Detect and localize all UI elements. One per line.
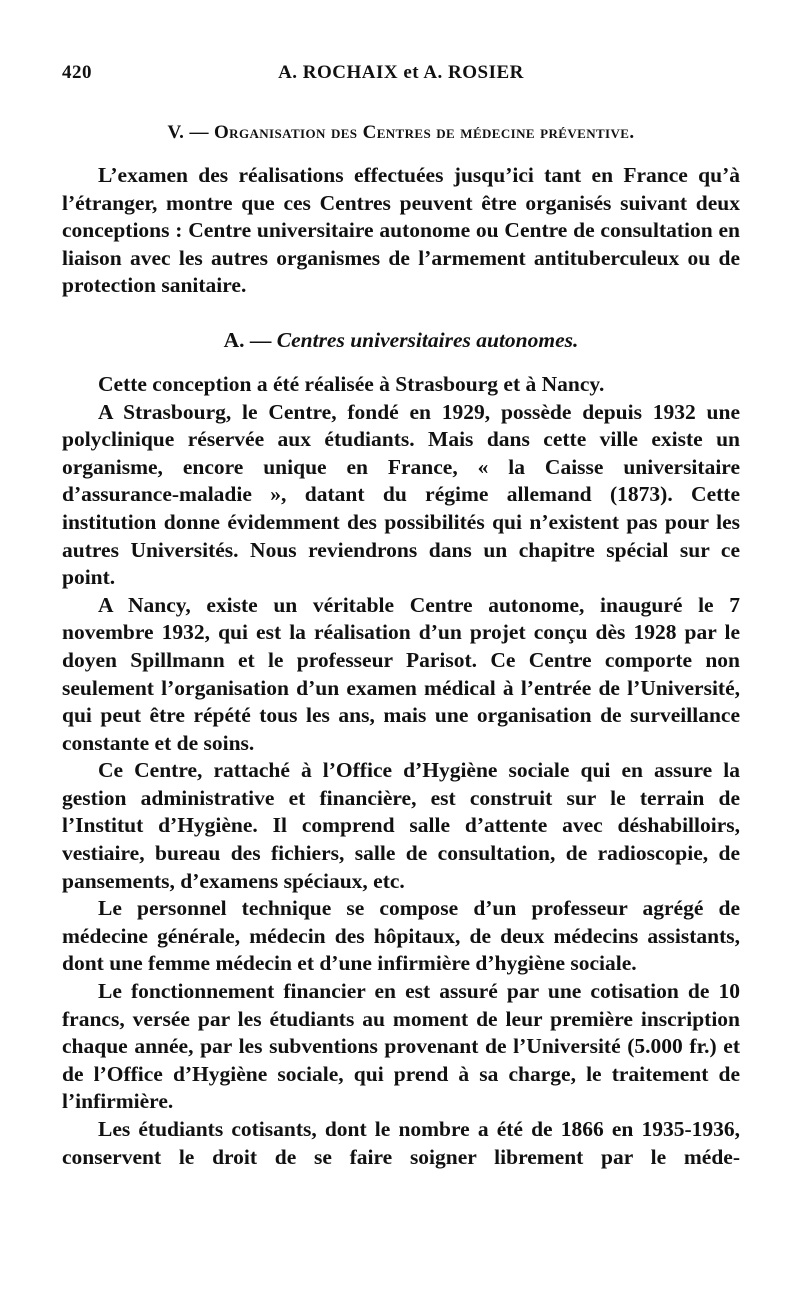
paragraph-centre-office: Ce Centre, rattaché à l’Office d’Hygiène sociale qui en assure la gestion administrative et financière, est construit sur le terrain de l’Institut d’Hygiène. Il comprend salle d’attente avec déshabilloirs, vestiaire, bureau des fichiers, salle de consultation, de radioscopie, de pansements, d’examens spéciaux, etc. xyxy=(62,758,740,893)
running-header-authors: A. ROCHAIX et A. ROSIER xyxy=(278,62,524,83)
paragraph-personnel: Le personnel technique se compose d’un professeur agrégé de médecine générale, médecin des hôpitaux, de deux médecins assistants, dont une femme médecin et d’une infirmière d’hygiène sociale. xyxy=(62,896,740,976)
subsection-title: Centres universitaires autonomes. xyxy=(276,327,579,352)
paragraph-strasbourg-nancy: Cette conception a été réalisée à Strasbourg et à Nancy. xyxy=(98,371,605,396)
paragraph-financement: Le fonctionnement financier en est assuré par une cotisation de 10 francs, versée par les étudiants au moment de leur première inscription chaque année, par les subventions provenant de l’Université (5.000 fr.) et de l’Office d’Hygiène sociale, qui prend à sa charge, le traitement de l’infirmière. xyxy=(62,979,740,1114)
section-heading: V. — Organisation des Centres de médecine préventive. xyxy=(167,122,635,143)
document-page xyxy=(62,62,740,1171)
subsection-heading xyxy=(62,328,740,353)
running-header xyxy=(62,62,740,96)
paragraph-nancy: A Nancy, existe un véritable Centre autonome, inauguré le 7 novembre 1932, qui est la réalisation d’un projet conçu dès 1928 par le doyen Spillmann et le professeur Parisot. Ce Centre comporte non seulement l’organisation d’un examen médical à l’entrée de l’Université, qui peut être répété tous les ans, mais une organisation de surveillance constante et de soins. xyxy=(62,592,740,755)
paragraph-etudiants: Les étudiants cotisants, dont le nombre a été de 1866 en 1935-1936, conservent le droit de se faire soigner librement par le méde- xyxy=(62,1117,740,1169)
page-number: 420 xyxy=(62,62,92,83)
subsection-label: A. — xyxy=(223,327,272,352)
paragraph-strasbourg: A Strasbourg, le Centre, fondé en 1929, possède depuis 1932 une polyclinique réservée aux étudiants. Mais dans cette ville existe un organisme, encore unique en France, « la Caisse universitaire d’assurance-maladie », datant du régime allemand (1873). Cette institution donne évidemment des possibilités qui n’existent pas pour les autres Universités. Nous reviendrons dans un chapitre spécial sur ce point. xyxy=(62,399,740,590)
intro-paragraph: L’examen des réalisations effectuées jusqu’ici tant en France qu’à l’étranger, montre que ces Centres peuvent être organisés suivant deux conceptions : Centre universitaire autonome ou Centre de consultation en liaison avec les autres organismes de l’armement antituberculeux ou de protection sanitaire. xyxy=(62,163,740,298)
